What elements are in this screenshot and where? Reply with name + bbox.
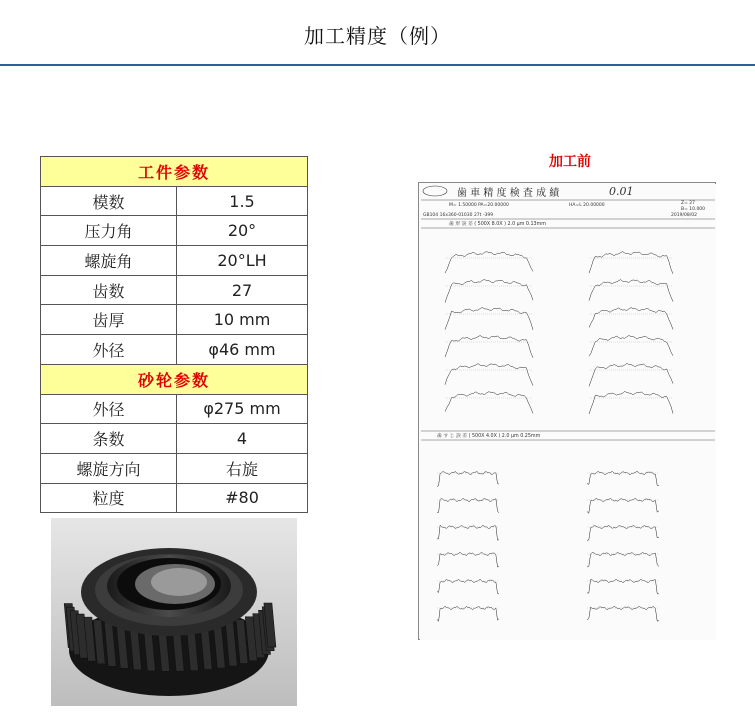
wheel-param-row: [41, 394, 308, 424]
wheel-param-value: 右旋: [177, 453, 308, 483]
report-title: 歯 車 精 度 検 査 成 績: [457, 188, 560, 199]
parameter-table: [40, 156, 308, 513]
wheel-param-label: 粒度: [41, 483, 177, 513]
workpiece-param-value: φ46 mm: [177, 335, 308, 365]
profile-error-label: 歯 形 誤 差 ( 500X 8.0X ) 2.0 μm 0.13mm: [449, 222, 546, 227]
report-date: 2019/08/02: [671, 213, 697, 218]
workpiece-param-label: 外径: [41, 335, 177, 365]
workpiece-param-row: [41, 275, 308, 305]
workpiece-param-row: [41, 305, 308, 335]
wheel-param-label: 条数: [41, 424, 177, 454]
workpiece-params-header: 工件参数: [41, 157, 308, 187]
wheel-param-row: [41, 424, 308, 454]
workpiece-param-value: 20°LH: [177, 246, 308, 276]
wheel-param-label: 外径: [41, 394, 177, 424]
workpiece-param-label: 螺旋角: [41, 246, 177, 276]
report-header-params: M= 1.50000 PA=20.00000: [449, 203, 509, 208]
workpiece-param-row: [41, 246, 308, 276]
gear-photo: [51, 518, 297, 706]
wheel-param-value: 4: [177, 424, 308, 454]
wheel-param-label: 螺旋方向: [41, 453, 177, 483]
report-header-teeth: Z= 27: [681, 201, 696, 206]
report-header-helix: HA=L 20.00000: [569, 203, 605, 208]
wheel-param-row: [41, 483, 308, 513]
workpiece-param-label: 齿厚: [41, 305, 177, 335]
workpiece-param-label: 压力角: [41, 216, 177, 246]
workpiece-param-row: [41, 216, 308, 246]
workpiece-param-row: [41, 186, 308, 216]
lead-error-label: 歯 す じ 誤 差 ( 500X 4.0X ) 2.0 μm 0.25mm: [437, 434, 541, 439]
workpiece-param-value: 10 mm: [177, 305, 308, 335]
workpiece-param-label: 齿数: [41, 275, 177, 305]
workpiece-param-value: 20°: [177, 216, 308, 246]
workpiece-param-row: [41, 335, 308, 365]
handwritten-note: 0.01: [609, 185, 634, 198]
report-part-no: GB104 16x360-01030 27t -399: [423, 213, 494, 218]
wheel-param-value: φ275 mm: [177, 394, 308, 424]
workpiece-param-value: 27: [177, 275, 308, 305]
page-title: 加工精度（例）: [304, 24, 451, 48]
header-divider: [0, 64, 755, 66]
wheel-param-value: #80: [177, 483, 308, 513]
wheel-param-row: [41, 453, 308, 483]
page-header: [0, 0, 755, 66]
workpiece-param-label: 模数: [41, 186, 177, 216]
report-header-width: B= 10.000: [681, 207, 706, 212]
before-machining-label: 加工前: [549, 154, 591, 170]
inspection-report: [418, 182, 716, 640]
workpiece-param-value: 1.5: [177, 186, 308, 216]
wheel-params-header: 砂轮参数: [41, 364, 308, 394]
